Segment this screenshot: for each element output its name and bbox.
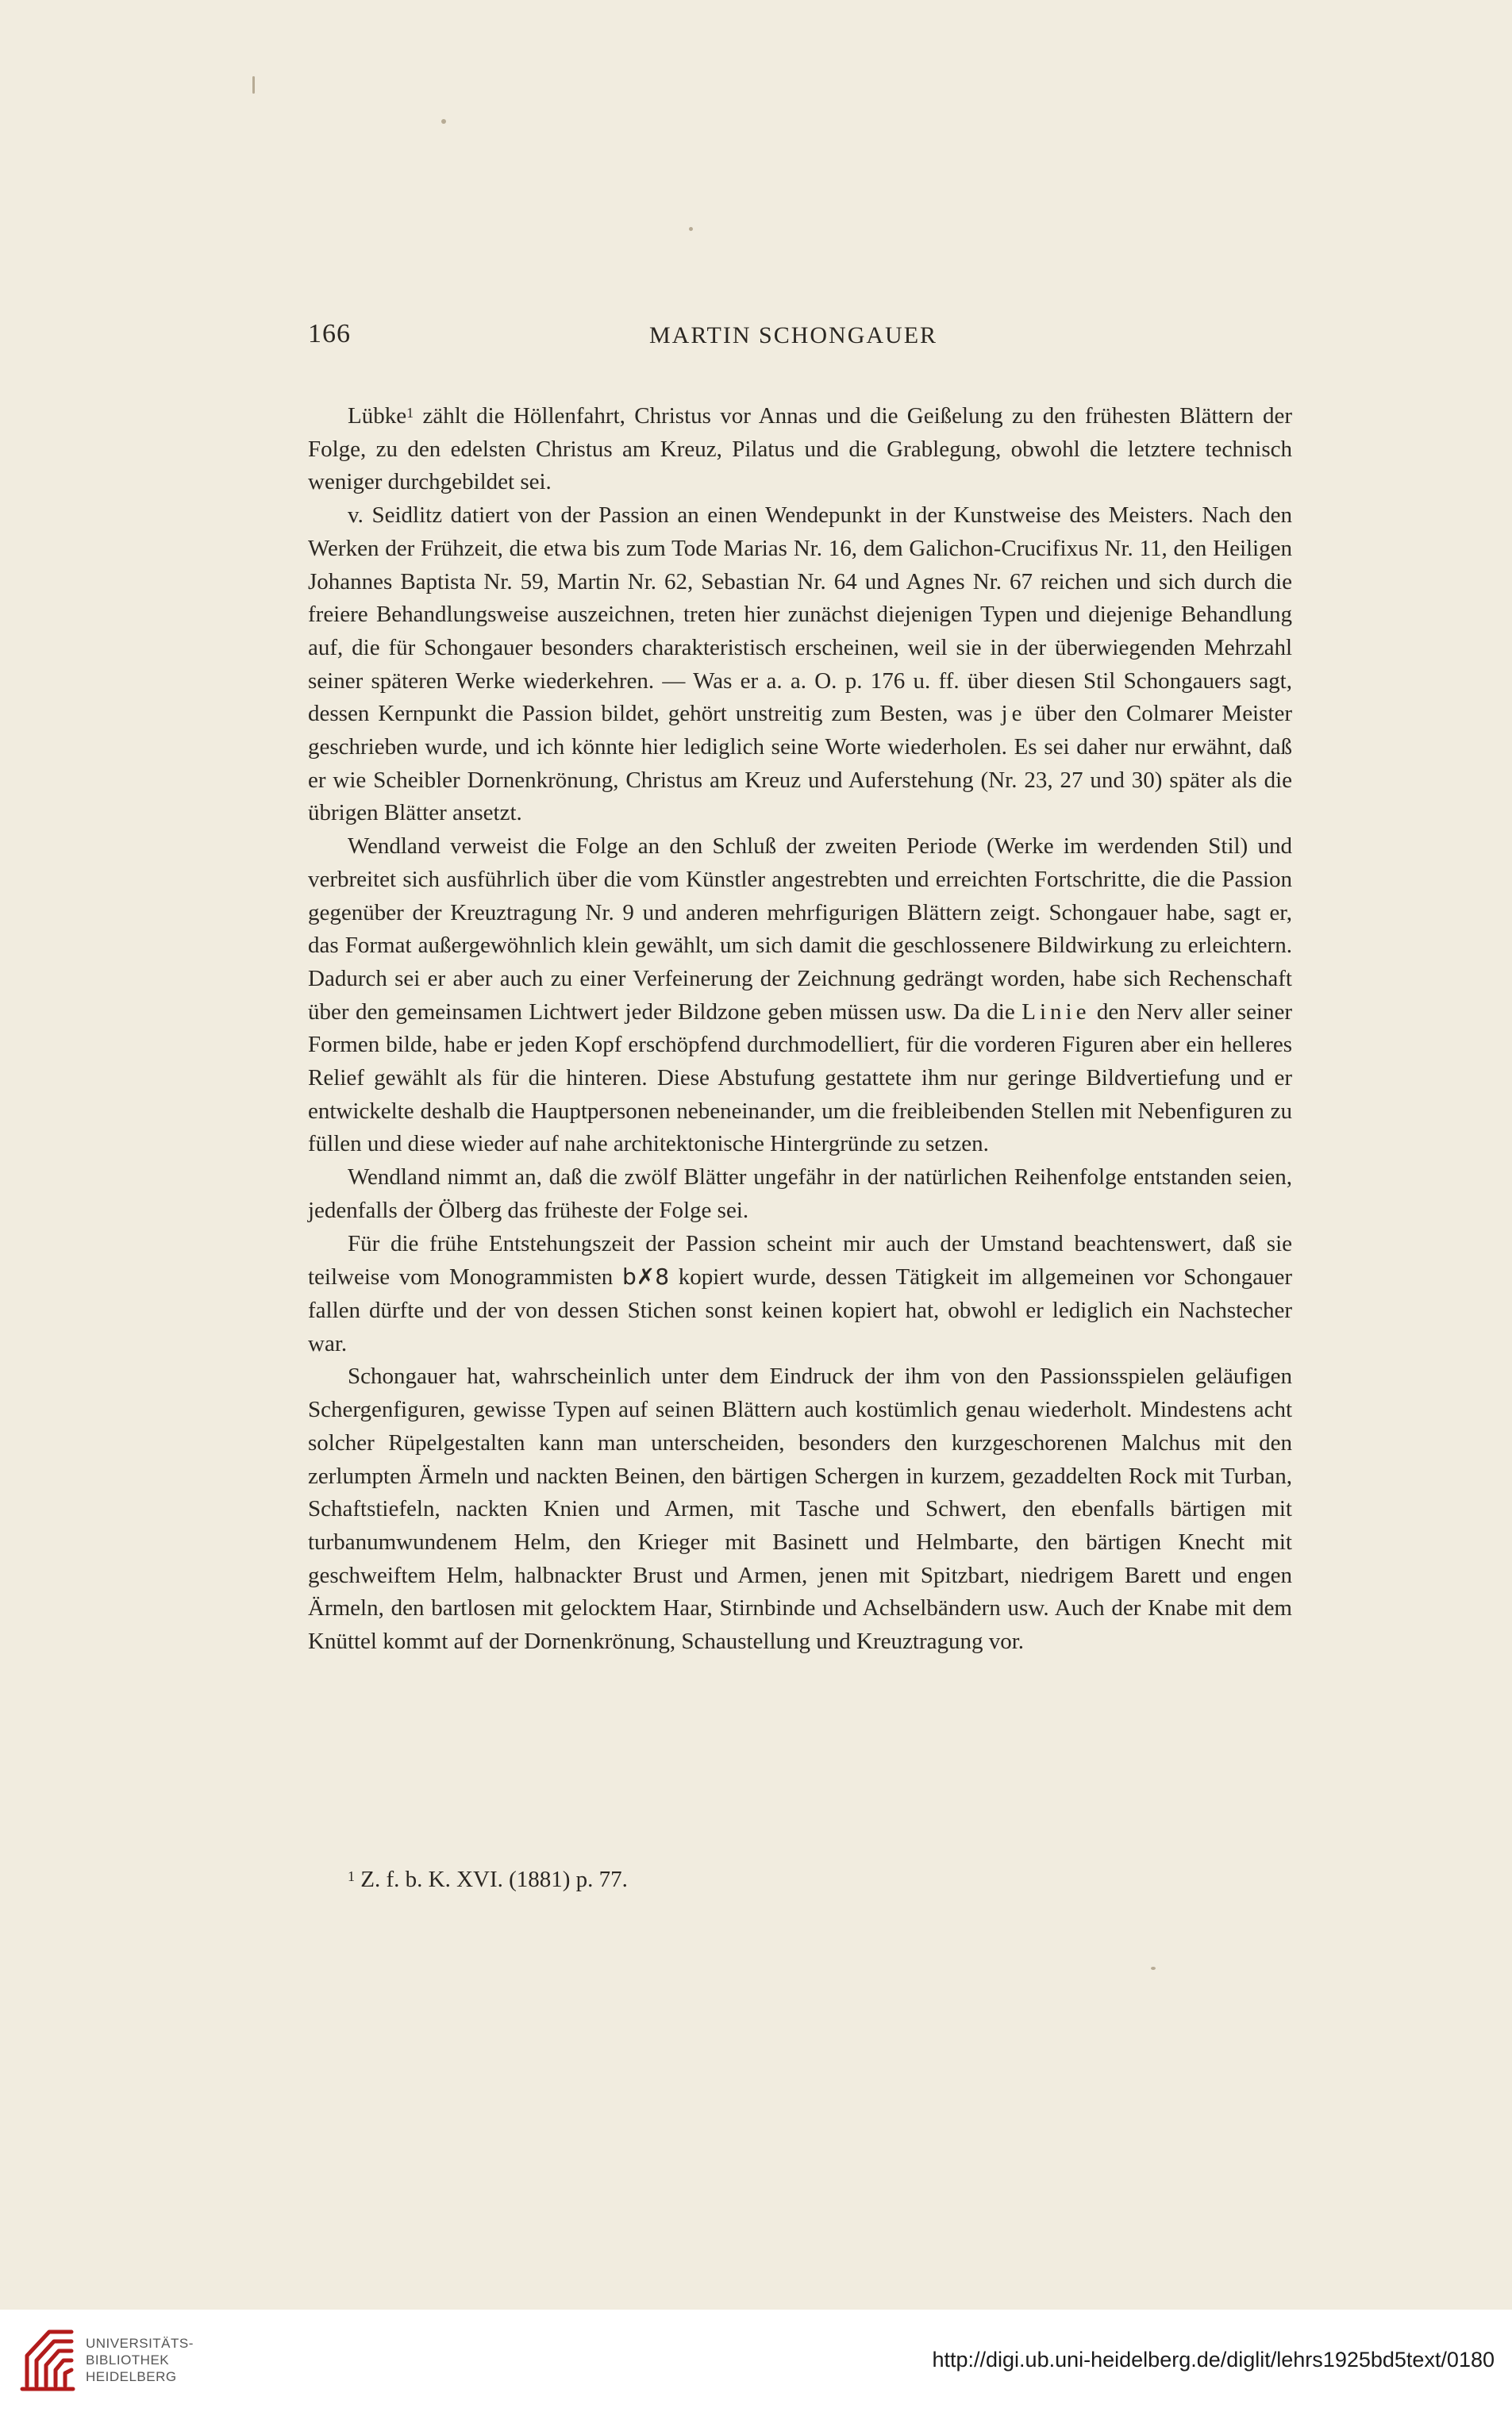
paragraph: v. Seidlitz datiert von der Passion an einen Wendepunkt in der Kunstweise des Meisters. Nach den Werken der Frühzeit, die etwa bis zum Tode Marias Nr. 16, dem Galichon-Crucifixus Nr. 11, den Heiligen Johannes Baptista Nr. 59, Martin Nr. 62, Sebastian Nr. 64 und Agnes Nr. 67 reichen und sich durch die freiere Behandlungsweise auszeichnen, treten hier zunächst diejenigen Typen und diejenige Behandlung auf, die für Schongauer besonders charakteristisch erscheinen, weil sie in der überwiegenden Mehrzahl seiner späteren Werke wiederkehren. — Was er a. a. O. p. 176 u. ff. über diesen Stil Schongauers sagt, dessen Kernpunkt die Passion bildet, gehört unstreitig zum Besten, was je über den Colmarer Meister geschrieben wurde, und ich könnte hier lediglich seine Worte wiederholen. Es sei daher nur erwähnt, daß er wie Scheibler Dornenkrönung, Christus am Kreuz und Auferstehung (Nr. 23, 27 und 30) später als die übrigen Blätter ansetzt. — [308, 502, 1292, 826]
scan-speck — [252, 76, 255, 94]
body-text — [308, 397, 1292, 1659]
paragraph: Wendland verweist die Folge an den Schluß der zweiten Periode (Werke im werdenden Stil) und verbreitet sich ausführlich über die vom Künstler angestrebten und erreichten Fortschritte, die die Passion gegenüber der Kreuztragung Nr. 9 und anderen mehrfigurigen Blättern zeigt. Schongauer habe, sagt er, das Format außergewöhnlich klein gewählt, um sich damit die geschlossenere Bildwirkung zu erleichtern. Dadurch sei er aber auch zu einer Verfeinerung der Zeichnung gedrängt worden, habe sich Rechenschaft über den gemeinsamen Lichtwert jeder Bildzone geben müssen usw. Da die Linie den Nerv aller seiner Formen bilde, habe er jeden Kopf erschöpfend durchmodelliert, für die vorderen Figuren aber ein helleres Relief gewählt als für die hinteren. Diese Abstufung gestattete ihm nur geringe Bildvertiefung und er entwickelte deshalb die Hauptpersonen nebeneinander, um die freibleibenden Stellen mit Nebenfiguren zu füllen und diese wieder auf nahe architektonische Hintergründe zu setzen. — [308, 833, 1293, 1157]
paragraph: Für die frühe Entstehungszeit der Passion scheint mir auch der Umstand beachtenswert, daß sie teilweise vom Monogrammisten b✗8 kopiert wurde, dessen Tätigkeit im allgemeinen vor Schongauer fallen dürfte und der von dessen Stichen sonst keinen kopiert hat, obwohl er lediglich ein Nachstecher war. — [308, 1230, 1292, 1356]
footnote-text: Z. f. b. K. XVI. (1881) p. 77. — [355, 1867, 628, 1892]
spaced-word: je — [1001, 701, 1026, 727]
paragraph: Wendland nimmt an, daß die zwölf Blätter ungefähr in der natürlichen Reihenfolge entstanden seien, jedenfalls der Ölberg das früheste der Folge sei. — [308, 1164, 1292, 1223]
monogram-symbol: b✗8 — [621, 1264, 670, 1291]
library-name: UNIVERSITÄTS- BIBLIOTHEK HEIDELBERG — [86, 2336, 194, 2384]
scan-speck — [689, 227, 693, 231]
paragraph: Lübke$^1$ zählt die Höllenfahrt, Christus vor Annas und die Geißelung zu den frühesten Blättern der Folge, zu den edelsten Christus am Kreuz, Pilatus und die Grablegung, obwohl die letztere technisch weniger durchgebildet sei. — [308, 403, 1292, 495]
footnote — [348, 1860, 628, 1895]
paragraph: Schongauer hat, wahrscheinlich unter dem Eindruck der ihm von den Passionsspielen geläufigen Schergenfiguren, gewisse Typen auf seinen Blättern auch kostümlich genau wiederholt. Mindestens acht solcher Rüpelgestalten kann man unterscheiden, besonders den kurzgeschorenen Malchus mit den zerlumpten Ärmeln und nackten Beinen, den bärtigen Schergen in kurzem, gezaddelten Rock mit Turban, Schaftstiefeln, nackten Knien und Armen, mit Tasche und Schwert, den ebenfalls bärtigen mit turbanumwundenem Helm, den Krieger mit Basinett und Helmbarte, den bärtigen Knecht mit geschweiftem Helm, halbnackter Brust und Armen, jenen mit Spitzbart, niedrigem Barett und engen Ärmeln, den bartlosen mit gelocktem Haar, Stirnbinde und Achselbändern usw. Auch der Knabe mit dem Knüttel kommt auf der Dornenkrönung, Schaustellung und Kreuztragung vor. — [308, 1364, 1292, 1655]
permalink-url[interactable]: http://digi.ub.uni-heidelberg.de/diglit/lehrs1925bd5text/0180 — [932, 2348, 1495, 2372]
scan-speck — [1151, 1967, 1156, 1970]
scan-speck — [441, 119, 446, 124]
page-header — [308, 319, 1292, 367]
footnote-ref: 1 — [406, 405, 414, 421]
running-title: MARTIN SCHONGAUER — [649, 322, 938, 348]
spaced-word: Linie — [1021, 998, 1091, 1025]
ub-heidelberg-logo-icon — [17, 2314, 89, 2394]
page-number: 166 — [308, 319, 351, 348]
footnote-marker: 1 — [348, 1868, 355, 1884]
